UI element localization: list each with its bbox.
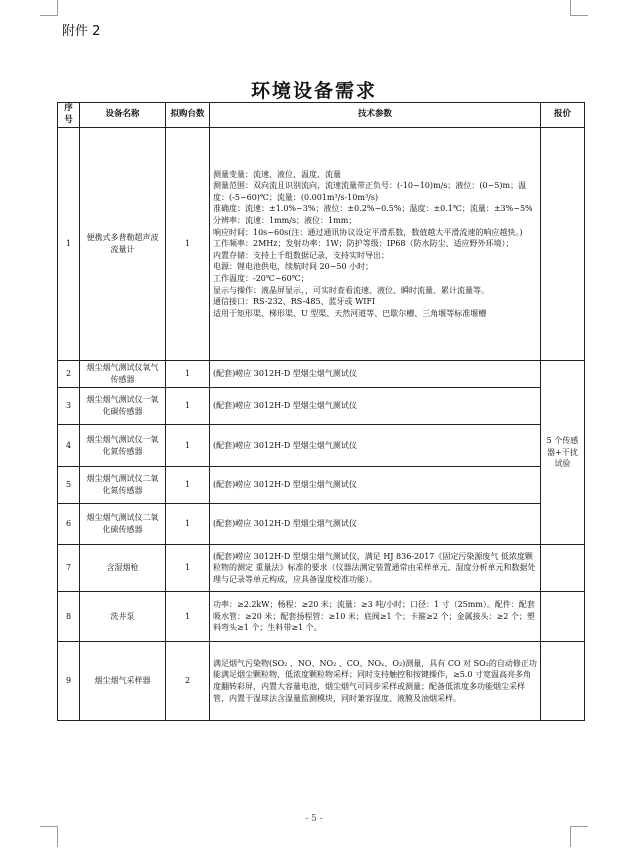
row-no: 9	[58, 642, 80, 721]
row-name: 烟尘烟气采样器	[80, 642, 166, 721]
row-qty: 1	[166, 388, 210, 425]
row-no: 4	[58, 425, 80, 467]
spec-line: 工作温度：-20℃~60℃；	[213, 273, 309, 283]
row-spec: (配套)崂应 3012H-D 型烟尘烟气测试仪	[210, 425, 541, 467]
page-number: - 5 -	[305, 814, 323, 824]
spec-line: 响应时间：10s~60s(注：通过通讯协议设定平滑系数，数值越大平滑流速的响应越快。)	[213, 227, 523, 237]
row-quote	[541, 592, 585, 642]
row-quote	[541, 642, 585, 721]
spec-line: 准确度：流速：±1.0%~3%；液位：±0.2%~0.5%；温度：±0.1℃；流量：±3%~5%	[213, 204, 533, 214]
row-qty: 1	[166, 425, 210, 467]
row-spec: 功率：≥2.2kW；杨程：≥20 米；流量：≥3 吨/小时；口径：1 寸（25mm）。配件：配套吸水管：≥20 米；配套扬程管：≥10 米；底阀≥1 个；卡箍≥2 个；金属接头：≥2 个；塑料弯头≥1 个；生料带≥1 个。	[210, 592, 541, 642]
spec-line: 测量范围：双向流且识别流向，流速流量带正负号：(-10~10)m/s；液位：(0~5)m；温度：(-5~60)℃；流量：(0.001m³/s-10m³/s)	[213, 181, 527, 202]
row-spec: (配套)崂应 3012H-D 型烟尘烟气测试仪	[210, 504, 541, 545]
crop-mark-bottom-left	[40, 826, 58, 847]
header-name: 设备名称	[80, 103, 166, 128]
crop-mark-bottom-right	[570, 826, 588, 847]
table-row	[58, 467, 585, 504]
row-quote	[541, 545, 585, 592]
table-row	[58, 361, 585, 388]
header-no: 序号	[58, 103, 80, 128]
row-qty: 1	[166, 361, 210, 388]
header-qty: 拟购台数	[166, 103, 210, 128]
row-spec: (配套)崂应 3012H-D 型烟尘烟气测试仪，满足 HJ 836-2017《固定污染源废气 低浓度颗粒物的测定 重量法》标准的要求（仪器法测定装置通常由采样单元、湿度分析单元和数据处理与记录等单元构成，应具备湿度校准功能）。	[210, 545, 541, 592]
row-no: 7	[58, 545, 80, 592]
spec-line: 显示与操作：液晶屏显示，，可实时查看流速、液位、瞬时流量、累计流量等。	[213, 285, 489, 295]
quote-merged: 5 个传感器+干扰试验	[541, 361, 585, 545]
document-title: 环境设备需求	[250, 80, 377, 102]
row-no: 1	[58, 128, 80, 361]
row-no: 6	[58, 504, 80, 545]
table-row	[58, 504, 585, 545]
row-name: 烟尘烟气测试仪氧气传感器	[80, 361, 166, 388]
header-quote: 报价	[541, 103, 585, 128]
row-name: 含湿烟枪	[80, 545, 166, 592]
row-spec	[210, 128, 541, 361]
table-row	[58, 388, 585, 425]
attachment-label: 附件 2	[62, 24, 101, 39]
row-qty: 2	[166, 642, 210, 721]
spec-line: 电源：锂电池供电，续航时间 20~50 小时；	[213, 262, 374, 272]
row-spec: (配套)崂应 3012H-D 型烟尘烟气测试仪	[210, 361, 541, 388]
table-row	[58, 545, 585, 592]
row-name: 烟尘烟气测试仪一氧化碳传感器	[80, 388, 166, 425]
spec-line: 分辨率：流速：1mm/s；液位：1mm；	[213, 216, 357, 226]
row-quote	[541, 128, 585, 361]
table-row	[58, 592, 585, 642]
spec-line: 测量变量：流速、液位、温度、流量	[213, 169, 341, 179]
row-no: 3	[58, 388, 80, 425]
row-name: 便携式多普勒超声波流量计	[80, 128, 166, 361]
row-no: 5	[58, 467, 80, 504]
row-name: 烟尘烟气测试仪二氧化氮传感器	[80, 467, 166, 504]
row-qty: 1	[166, 592, 210, 642]
row-name: 烟尘烟气测试仪一氧化氮传感器	[80, 425, 166, 467]
spec-line: 内置存储：支持上千组数据记录，支持实时导出；	[213, 250, 389, 260]
spec-line: 适用于矩形渠、梯形渠、U 型渠、天然河道等、巴歇尔槽、三角堰等标准堰槽	[213, 308, 487, 318]
table-row	[58, 425, 585, 467]
row-qty: 1	[166, 545, 210, 592]
crop-mark-top-left	[40, 0, 58, 16]
row-name: 洗井泵	[80, 592, 166, 642]
table-row	[58, 128, 585, 361]
header-spec: 技术参数	[210, 103, 541, 128]
row-qty: 1	[166, 467, 210, 504]
row-spec: 满足烟气污染物(SO₂ 、NO、NO₂ 、CO、NOₓ、O₂)测量，具有 CO 对 SO₂的自动修正功能满足烟尘颗粒物、低浓度颗粒物采样；同时支持触控和按键操作，≥5.0 寸宽温高亮多角度翻转彩屏，内置大容量电池，烟尘烟气可同步采样或测量；配备低浓度多功能烟尘采样管，内置干湿球法含湿量监测模块，同时兼容湿度、液膜及油烟采样。	[210, 642, 541, 721]
table-row	[58, 642, 585, 721]
crop-mark-top-right	[570, 0, 588, 16]
equipment-table	[57, 102, 585, 721]
row-qty: 1	[166, 128, 210, 361]
row-no: 8	[58, 592, 80, 642]
row-spec: (配套)崂应 3012H-D 型烟尘烟气测试仪	[210, 388, 541, 425]
spec-line: 通信接口：RS-232、RS-485、蓝牙或 WIFI	[213, 297, 376, 307]
table-header-row	[58, 103, 585, 128]
row-qty: 1	[166, 504, 210, 545]
spec-line: 工作频率：2MHz；发射功率：1W；防护等级：IP68（防水防尘、适应野外环境）；	[213, 239, 514, 249]
row-no: 2	[58, 361, 80, 388]
row-spec: (配套)崂应 3012H-D 型烟尘烟气测试仪	[210, 467, 541, 504]
row-name: 烟尘烟气测试仪二氧化硫传感器	[80, 504, 166, 545]
